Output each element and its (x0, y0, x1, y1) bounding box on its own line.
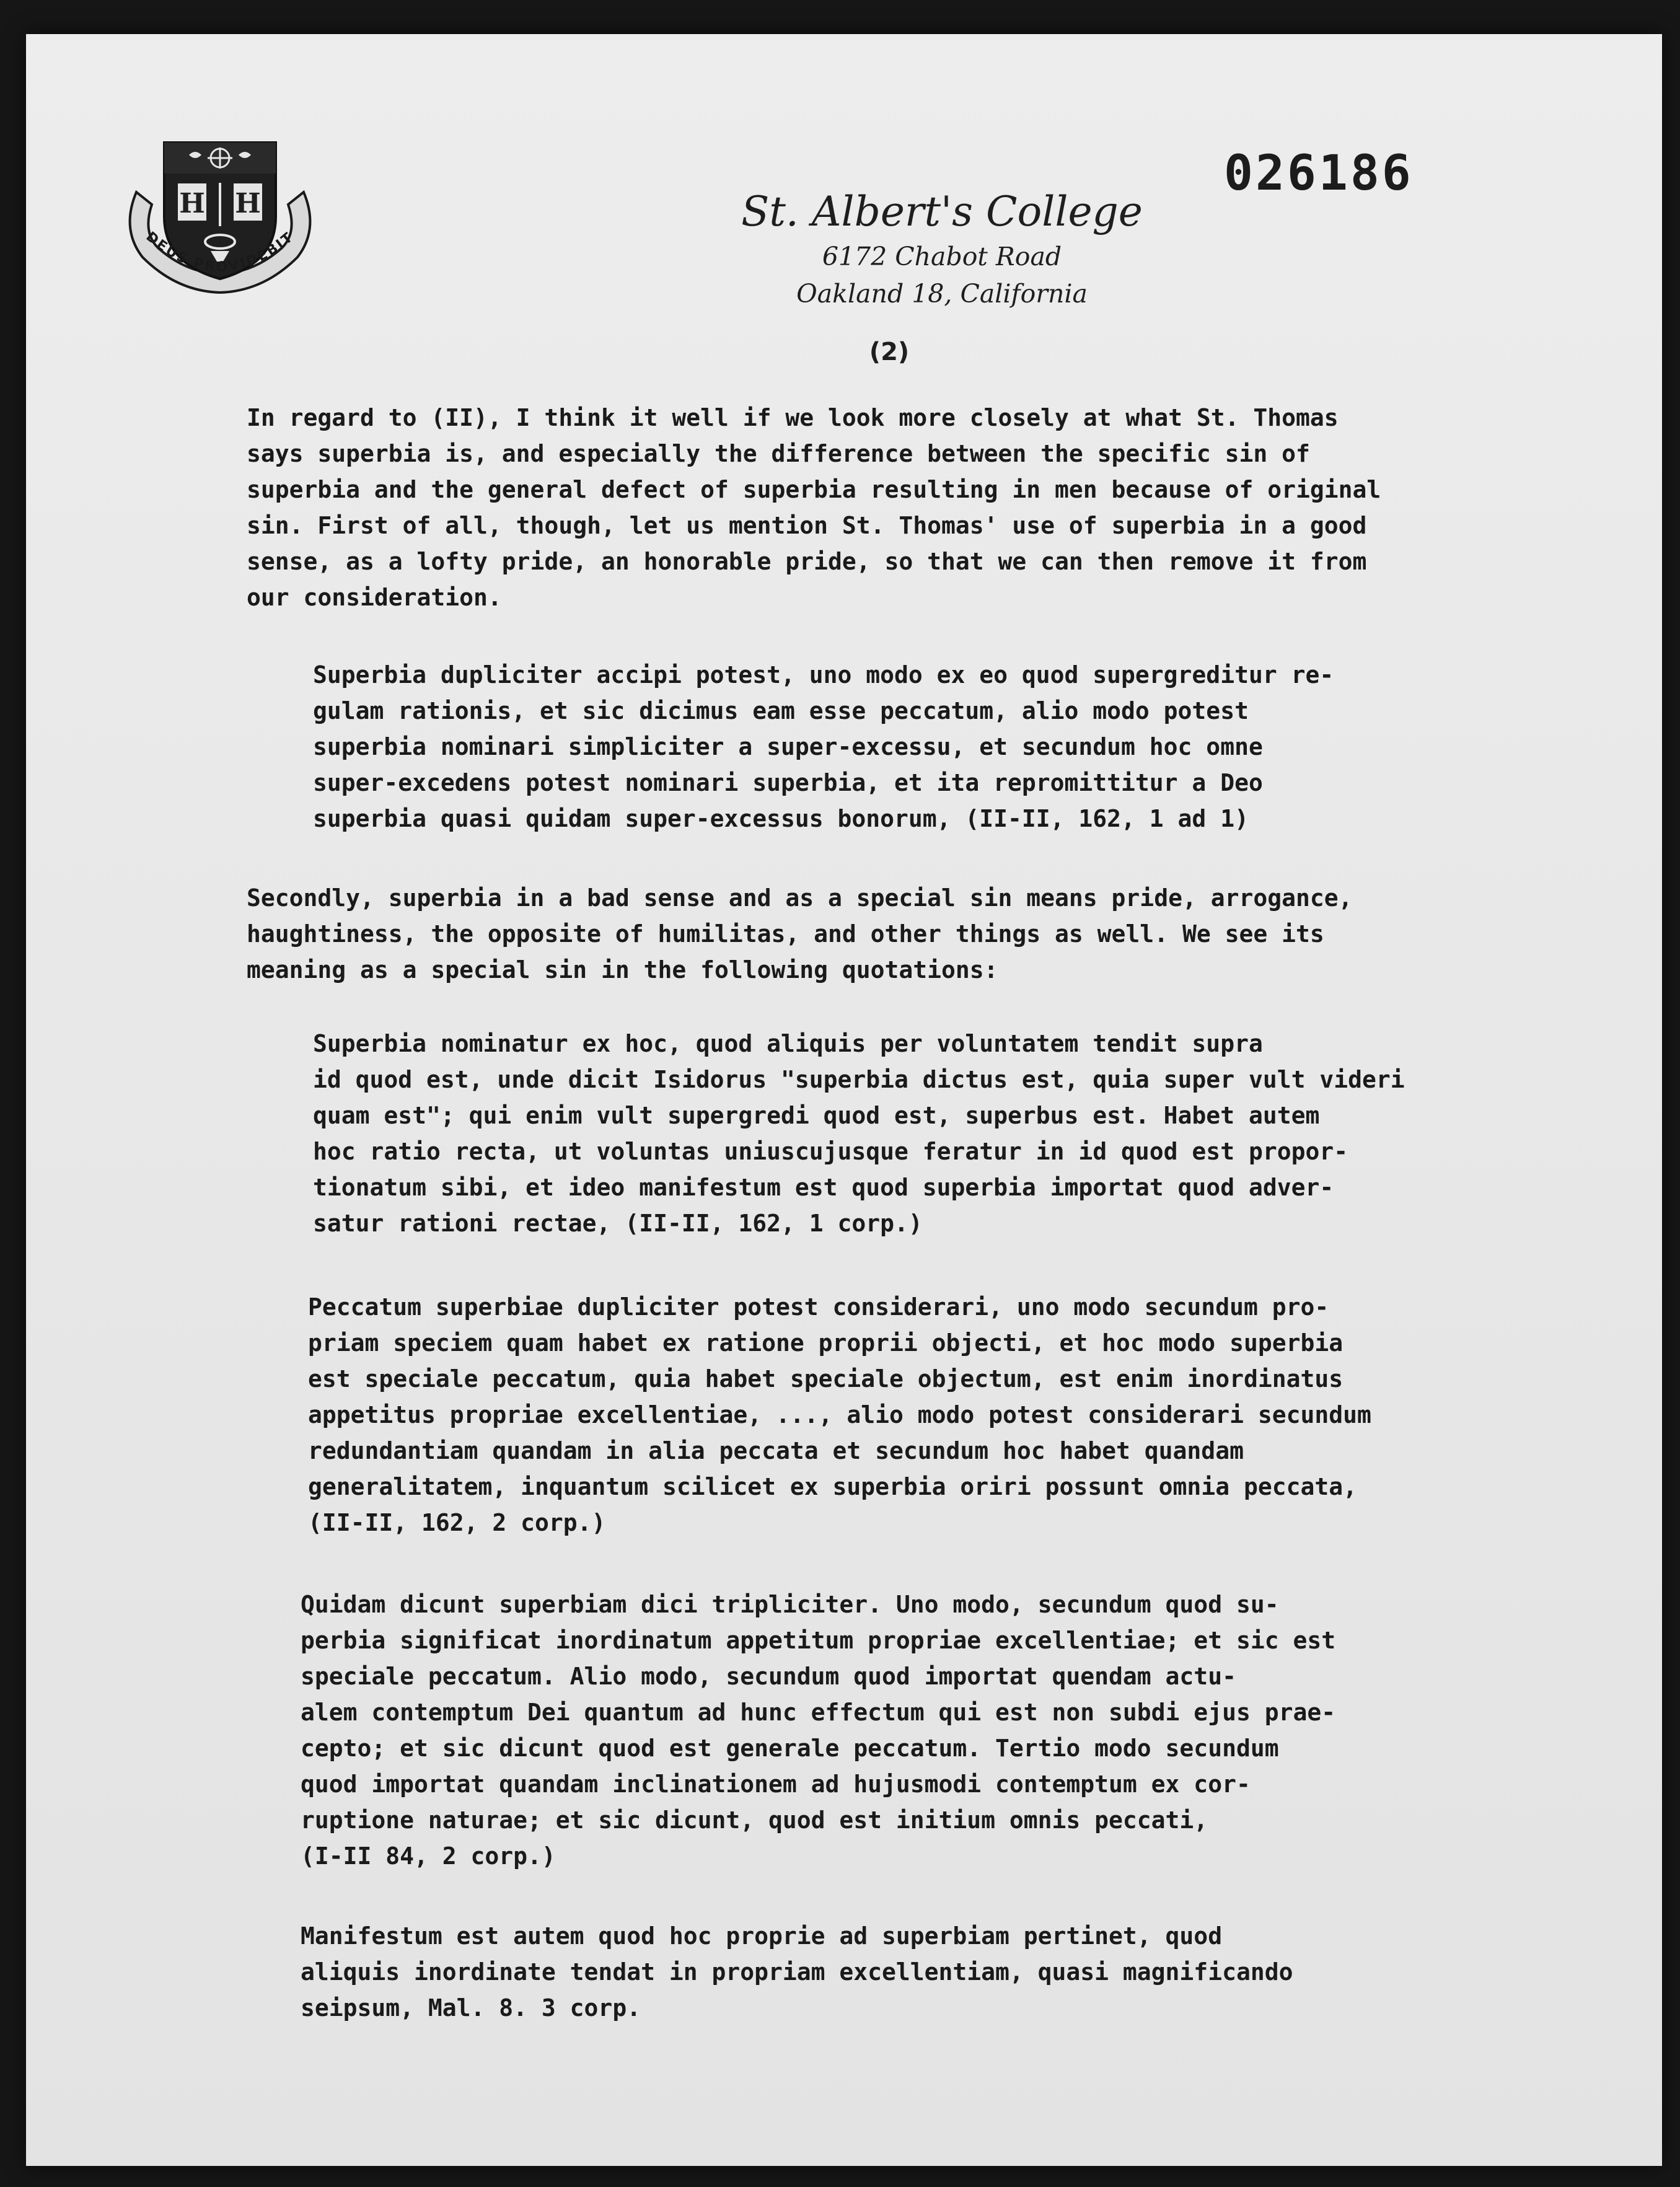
crest-letter-left: H (179, 188, 205, 219)
address-city: Oakland 18, California (796, 279, 1088, 309)
crest-motto: DEUS PROVIDEBIT (143, 229, 297, 275)
letterhead (694, 186, 1190, 312)
body-paragraph-intro: In regard to (II), I think it well if we look more closely at what St. Thomas says superbia is, and especially the difference between the specific sin of superbia and the general defect of superbia resulting in men because of original sin. First of all, though, let us mention St. Thomas' use of superbia in a good sense, as a lofty pride, an honorable pride, so that we can then remove it from our consideration. (247, 404, 1381, 611)
quotation-4: Quidam dicunt superbiam dici tripliciter. Uno modo, secundum quod su- perbia significat inordinatum appetitum propriae excellentiae; et sic est speciale peccatum. Alio modo, secundum quod importat quendam actu- alem contemptum Dei quantum ad hunc effectum qui est non subdi ejus prae- cepto; et sic dicunt quod est generale peccatum. Tertio modo secundum quod importat quandam inclinationem ad hujusmodi contemptum ex cor- ruptione naturae; et sic dicunt, quod est initium omnis peccati, (I-II 84, 2 corp.) (301, 1591, 1336, 1870)
quotation-5: Manifestum est autem quod hoc proprie ad superbiam pertinet, quod aliquis inordinate tendat in propriam excellentiam, quasi magnificando seipsum, Mal. 8. 3 corp. (301, 1922, 1293, 2022)
quotation-3: Peccatum superbiae dupliciter potest considerari, uno modo secundum pro- priam speciem quam habet ex ratione proprii objecti, et hoc modo superbia est speciale peccatum, quia habet speciale objectum, est enim inordinatus appetitus propriae excellentiae, ..., alio modo potest considerari secundum redundantiam quandam in alia peccata et secundum hoc habet quandam generalitatem, inquantum scilicet ex superbia oriri possunt omnia peccata, (II-II, 162, 2 corp.) (308, 1293, 1371, 1536)
address-street: 6172 Chabot Road (822, 242, 1062, 271)
college-crest-logo (108, 124, 332, 310)
page-indicator: (2) (869, 338, 910, 366)
quotation-2: Superbia nominatur ex hoc, quod aliquis per voluntatem tendit supra id quod est, unde dicit Isidorus "superbia dictus est, quia super vult videri quam est"; qui enim vult supergredi quod est, superbus est. Habet autem hoc ratio recta, ut voluntas uniuscujusque feratur in id quod est propor- tionatum sibi, et ideo manifestum est quod superbia importat quod adver- satur rationi rectae, (II-II, 162, 1 corp.) (313, 1030, 1405, 1237)
body-paragraph-secondly: Secondly, superbia in a bad sense and as a special sin means pride, arrogance, haughtiness, the opposite of humilitas, and other things as well. We see its meaning as a special sin in the following quotations: (247, 884, 1353, 983)
college-name: St. Albert's College (741, 188, 1143, 235)
document-number: 026186 (1224, 146, 1414, 201)
quotation-1: Superbia dupliciter accipi potest, uno modo ex eo quod supergreditur re- gulam rationis, et sic dicimus eam esse peccatum, alio modo potest superbia nominari simpliciter a super-excessu, et secundum hoc omne super-excedens potest nominari superbia, et ita repromittitur a Deo superbia quasi quidam super-excessus bonorum, (II-II, 162, 1 ad 1) (313, 661, 1334, 832)
crest-letter-right: H (235, 188, 261, 219)
